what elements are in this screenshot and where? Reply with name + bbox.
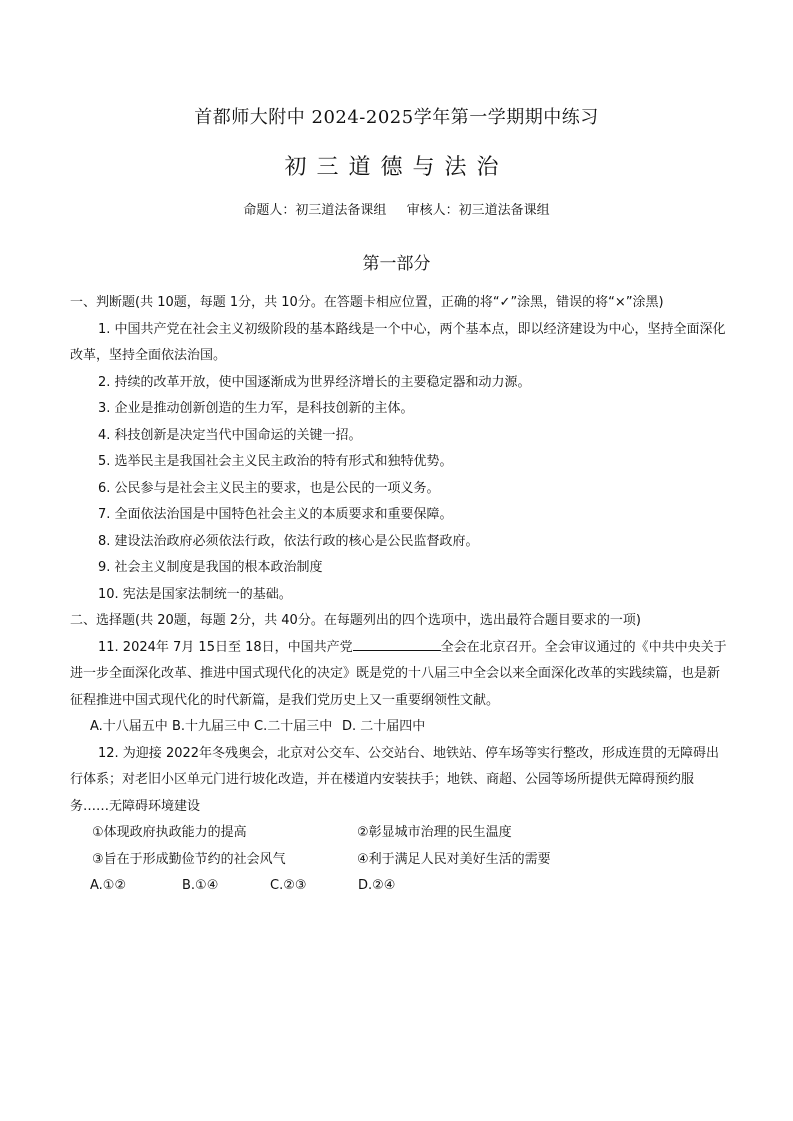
q11-stem-start: 11. 2024年 7月 15日至 18日，中国共产党 [98,639,353,655]
q12-statement-3: ③旨在于形成勤俭节约的社会风气 [92,851,286,867]
q12-statements-row-1 [70,820,730,847]
q12-option-d: D.②④ [358,878,396,893]
question-body [70,290,730,900]
q11-stem-end: 全会在北京召开。全会审议通过的《中共中央关于进一步全面深化改革、推进中国式现代化的决定》既是党的十八届三中全会以来全面深化改革的实践续篇，也是新征程推进中国式现代化的时代新篇，是我们党历史上又一重要纲领性文献。 [70,639,727,708]
mc-question-12: 12. 为迎接 2022年冬残奥会，北京对公交车、公交站台、地铁站、停车场等实行整改，形成连贯的无障碍出行体系；对老旧小区单元门进行坡化改造，并在楼道内安装扶手；地铁、商超、公园等场所提供无障碍预约服务……无障碍环境建设 [70,745,720,814]
q11-options [70,714,730,741]
tf-question-1: 1. 中国共产党在社会主义初级阶段的基本路线是一个中心，两个基本点，即以经济建设为中心，坚持全面深化改革，坚持全面依法治国。 [70,321,726,363]
q12-statements-row-2 [70,847,730,874]
q11-option-d: D. 二十届四中 [342,719,426,734]
answer-blank [353,636,441,651]
tf-question-9: 9. 社会主义制度是我国的根本政治制度 [98,560,323,575]
authors-line [0,199,793,218]
q12-options [70,873,730,900]
tf-question-3: 3. 企业是推动创新创造的生力军，是科技创新的主体。 [98,401,414,416]
tf-question-4: 4. 科技创新是决定当代中国命运的关键一招。 [98,427,362,443]
reviewer-label: 审核人：初三道法备课组 [406,203,550,218]
q12-statement-4: ④利于满足人民对美好生活的需要 [357,851,551,867]
part-heading: 第一部分 [362,254,431,274]
exam-title: 首都师大附中 2024-2025学年第一学期期中练习 [194,107,599,128]
subject-title: 初三道德与法治 [284,155,509,180]
author-label: 命题人：初三道法备课组 [243,203,387,218]
tf-question-8: 8. 建设法治政府必须依法行政，依法行政的核心是公民监督政府。 [98,533,479,549]
mc-question-11 [70,635,730,715]
q12-statement-2: ②彰显城市治理的民生温度 [357,825,512,840]
q12-option-b: B.①④ [182,878,219,893]
q12-option-c: C.②③ [270,878,307,893]
tf-question-5: 5. 选举民主是我国社会主义民主政治的特有形式和独特优势。 [98,454,453,469]
q11-option-a: A.十八届五中 [90,719,168,734]
tf-question-2: 2. 持续的改革开放，使中国逐渐成为世界经济增长的主要稳定器和动力源。 [98,374,531,390]
section-2-heading: 二、选择题(共 20题，每题 2分，共 40分。在每题列出的四个选项中，选出最符合题目要求的一项) [70,613,641,628]
q11-option-b: B.十九届三中 [172,719,251,734]
q12-option-a: A.①② [90,878,127,893]
tf-question-7: 7. 全面依法治国是中国特色社会主义的本质要求和重要保障。 [98,507,453,522]
q11-option-c: C.二十届三中 [254,719,333,734]
section-1-heading: 一、判断题(共 10题，每题 1分，共 10分。在答题卡相应位置，正确的将“✓”涂黑，错误的将“×”涂黑) [70,295,664,310]
tf-question-6: 6. 公民参与是社会主义民主的要求，也是公民的一项义务。 [98,480,440,496]
q12-statement-1: ①体现政府执政能力的提高 [92,825,247,840]
tf-question-10: 10. 宪法是国家法制统一的基础。 [98,586,292,602]
